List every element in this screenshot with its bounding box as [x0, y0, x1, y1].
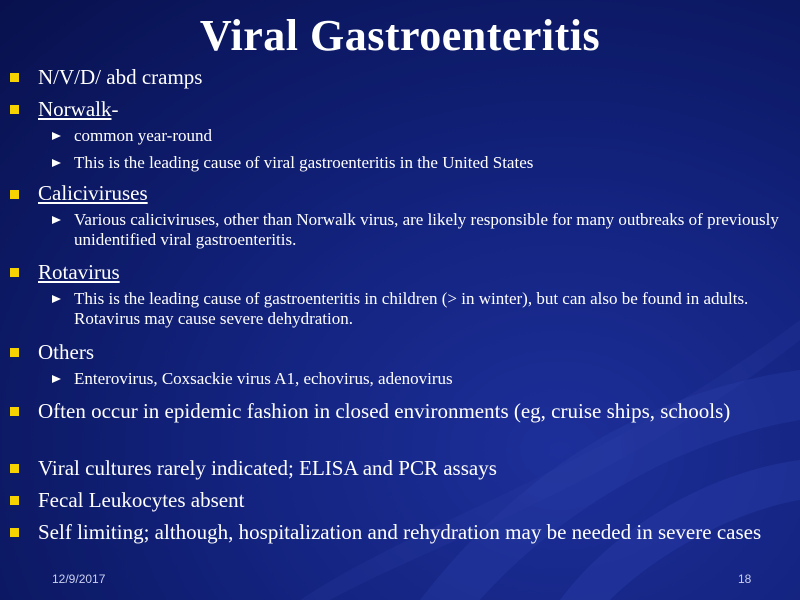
caliciviruses-link[interactable]: Caliciviruses: [38, 181, 148, 205]
rotavirus-link[interactable]: Rotavirus: [38, 260, 120, 284]
bullet-triangle-icon: [52, 295, 61, 303]
bullet-item: Others: [38, 340, 94, 364]
bullet-item: [38, 259, 790, 285]
bullet-square-icon: [10, 407, 19, 416]
sub-bullet-item: This is the leading cause of viral gastroenteritis in the United States: [74, 153, 534, 172]
bullet-item: Norwalk-: [38, 97, 119, 121]
bullet-square-icon: [10, 528, 19, 537]
sub-bullet-item: common year-round: [74, 126, 212, 145]
bullet-square-icon: [10, 105, 19, 114]
slide-title: Viral Gastroenteritis: [199, 11, 601, 60]
bullet-item: Often occur in epidemic fashion in closed environments (eg, cruise ships, schools): [38, 399, 731, 423]
bullet-square-icon: [10, 496, 19, 505]
bullet-square-icon: [10, 464, 19, 473]
slide-number: 18: [738, 572, 752, 586]
bullet-square-icon: [10, 73, 19, 82]
bullet-triangle-icon: [52, 216, 61, 224]
footer-date: 12/9/2017: [52, 572, 106, 586]
sub-bullet-item: This is the leading cause of gastroenteritis in children (> in winter), but can also be found in adults. Rotavirus may cause severe dehydration.: [74, 289, 749, 328]
bullet-square-icon: [10, 348, 19, 357]
sub-bullet-item: Various caliciviruses, other than Norwalk virus, are likely responsible for many outbreaks of previously unidentified viral gastroenteritis.: [74, 210, 779, 249]
bullet-triangle-icon: [52, 375, 61, 383]
bullet-item: N/V/D/ abd cramps: [38, 65, 203, 89]
sub-bullet-item: Enterovirus, Coxsackie virus A1, echovirus, adenovirus: [74, 369, 453, 388]
bullet-list: [0, 62, 800, 574]
bullet-item: Viral cultures rarely indicated; ELISA and PCR assays: [38, 456, 497, 480]
bullet-triangle-icon: [52, 132, 61, 140]
bullet-item: Fecal Leukocytes absent: [38, 488, 245, 512]
bullet-triangle-icon: [52, 159, 61, 167]
bullet-item: Self limiting; although, hospitalization and rehydration may be needed in severe cases: [38, 520, 762, 544]
bullet-item: [38, 180, 790, 206]
norwalk-link[interactable]: Norwalk: [38, 97, 112, 121]
bullet-square-icon: [10, 190, 19, 199]
bullet-square-icon: [10, 268, 19, 277]
